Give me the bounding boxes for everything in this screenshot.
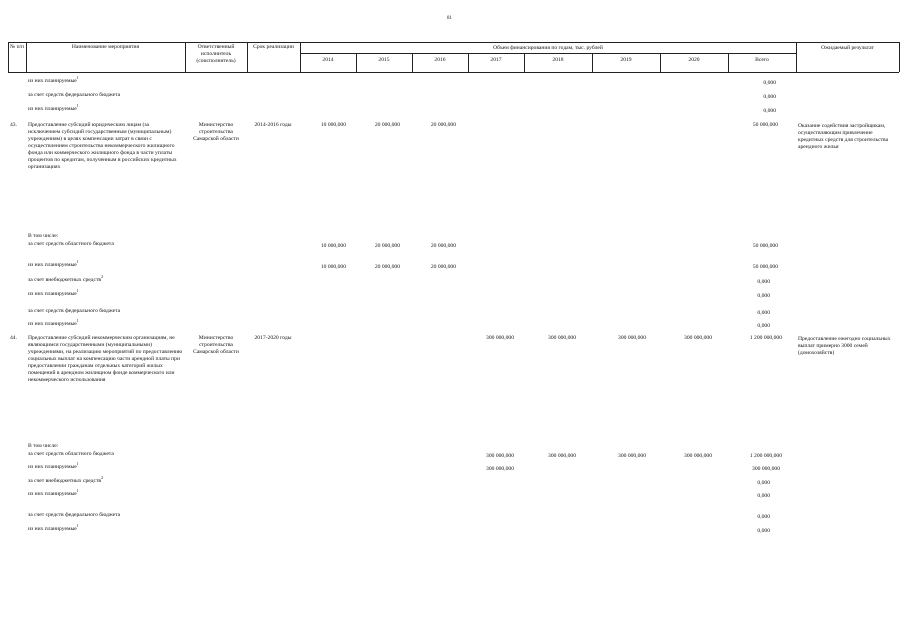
cell-2016: 20 000,000 [430,264,456,270]
cell-2014: 10 000,000 [320,243,346,249]
row-total: 0,000 [757,528,770,534]
item-44-2018: 300 000,000 [548,335,576,341]
cell-2018: 300 000,000 [548,453,576,459]
row-label: из них планируемые$^1$ [28,318,79,327]
item-44-result: Предоставление ежегодно социальных выплат примерно 3000 семей (домохозяйств) [798,336,891,356]
header-year-2018: 2018 [552,57,564,63]
row-label: за счет средств областного бюджета [28,451,114,457]
row-label: за счет внебюджетных средств$^2$ [28,274,104,283]
header-col-name: Наименование мероприятия [71,44,140,50]
funding-subheader-line [300,53,796,54]
item-44-term: 2017-2020 годы [254,335,292,341]
item-44-including: В том числе: [28,443,59,449]
item-44-2017: 300 000,000 [486,335,514,341]
col-border [185,42,186,72]
header-year-2016: 2016 [434,57,446,63]
item-44-name: Предоставление субсидий некоммерческим организациям, не являющимся государственными (муниципальными) учреждениями, на реализацию мероприятий по предоставлению социальных выплат на компенсацию части арендной платы при предоставлении гражданам отдельных категорий жилых помещений в арендном жилищном фонде коммерческого или некоммерческого использования [28,335,183,383]
item-44-total: 1 200 000,000 [749,335,782,341]
row-label: за счет средств федерального бюджета [28,92,121,98]
item-43-2016: 20 000,000 [430,122,456,128]
row-label: за счет внебюджетных средств$^2$ [28,475,104,484]
item-44-2020: 300 000,000 [684,335,712,341]
header-col-funding: Объем финансирования по годам, тыс. рублей [493,45,603,51]
header-year-2014: 2014 [322,57,334,63]
row-label: из них планируемые$^1$ [28,488,79,497]
row-label: за счет средств областного бюджета [28,241,114,247]
row-total: 0,000 [757,310,770,316]
row-total: 1 200 000,000 [749,453,782,459]
item-43-executor: Министерство строительства Самарской области [193,122,239,142]
row-label: за счет средств федерального бюджета [28,512,121,518]
header-year-2020: 2020 [688,57,700,63]
header-col-result: Ожидаемый результат [821,45,874,51]
row-total: 50 000,000 [752,243,778,249]
row-total: 50 000,000 [752,264,778,270]
row-total: 0,000 [757,293,770,299]
row-total: 300 000,000 [752,466,780,472]
cell-2015: 20 000,000 [374,243,400,249]
cell-2017: 300 000,000 [486,466,514,472]
header-year-2017: 2017 [490,57,502,63]
table-top-border [8,42,899,43]
row-total: 0,000 [757,323,770,329]
cell-2015: 20 000,000 [374,264,400,270]
item-44-2019: 300 000,000 [618,335,646,341]
item-43-2014: 10 000,000 [320,122,346,128]
row-label: из них планируемые$^1$ [28,523,79,532]
row-total: 0,000 [757,480,770,486]
header-col-total: Всего [755,57,769,63]
header-year-2015: 2015 [378,57,390,63]
header-year-2019: 2019 [620,57,632,63]
page-number: 81 [447,16,452,21]
row-total: 0,000 [763,108,776,114]
cell-2016: 20 000,000 [430,243,456,249]
item-44-executor: Министерство строительства Самарской области [193,335,239,355]
row-total: 0,000 [757,514,770,520]
item-43-number: 43. [10,122,17,128]
row-total: 0,000 [763,94,776,100]
cell-2017: 300 000,000 [486,453,514,459]
item-43-term: 2014-2016 годы [254,122,292,128]
item-44-number: 44. [10,335,17,341]
item-43-including: В том числе: [28,233,59,239]
header-col-executor: Ответственный исполнитель (соисполнитель) [196,44,236,64]
cell-2019: 300 000,000 [618,453,646,459]
row-label: из них планируемые$^1$ [28,103,79,112]
row-label: за счет средств федерального бюджета [28,308,121,314]
row-total: 0,000 [763,80,776,86]
header-bottom-border [8,72,899,73]
row-label: из них планируемые$^1$ [28,288,79,297]
row-total: 0,000 [757,279,770,285]
col-border [247,42,248,72]
item-43-total: 50 000,000 [752,122,778,128]
row-label: из них планируемые$^1$ [28,259,79,268]
cell-2020: 300 000,000 [684,453,712,459]
header-col-term: Срок реализации [253,44,294,50]
header-col-number: № п/п [9,44,25,50]
row-label: из них планируемые$^1$ [28,75,79,84]
row-total: 0,000 [757,493,770,499]
item-43-name: Предоставление субсидий юридическим лицам (за исключением субсидий государственным (муниципальным) учреждениям) в целях компенсации затрат в связи с осуществлением строительства некоммерческого жилищного фонда или коммерческого жилищного фонда в части уплаты процентов по кредитам, полученным в российских кредитных организациях [28,122,177,170]
item-43-2015: 20 000,000 [374,122,400,128]
row-label: из них планируемые$^1$ [28,461,79,470]
col-border [899,42,900,72]
item-43-result: Оказание содействия застройщикам, осуществляющим привлечение кредитных средств для строительства арендного жилья [798,123,889,150]
cell-2014: 10 000,000 [320,264,346,270]
